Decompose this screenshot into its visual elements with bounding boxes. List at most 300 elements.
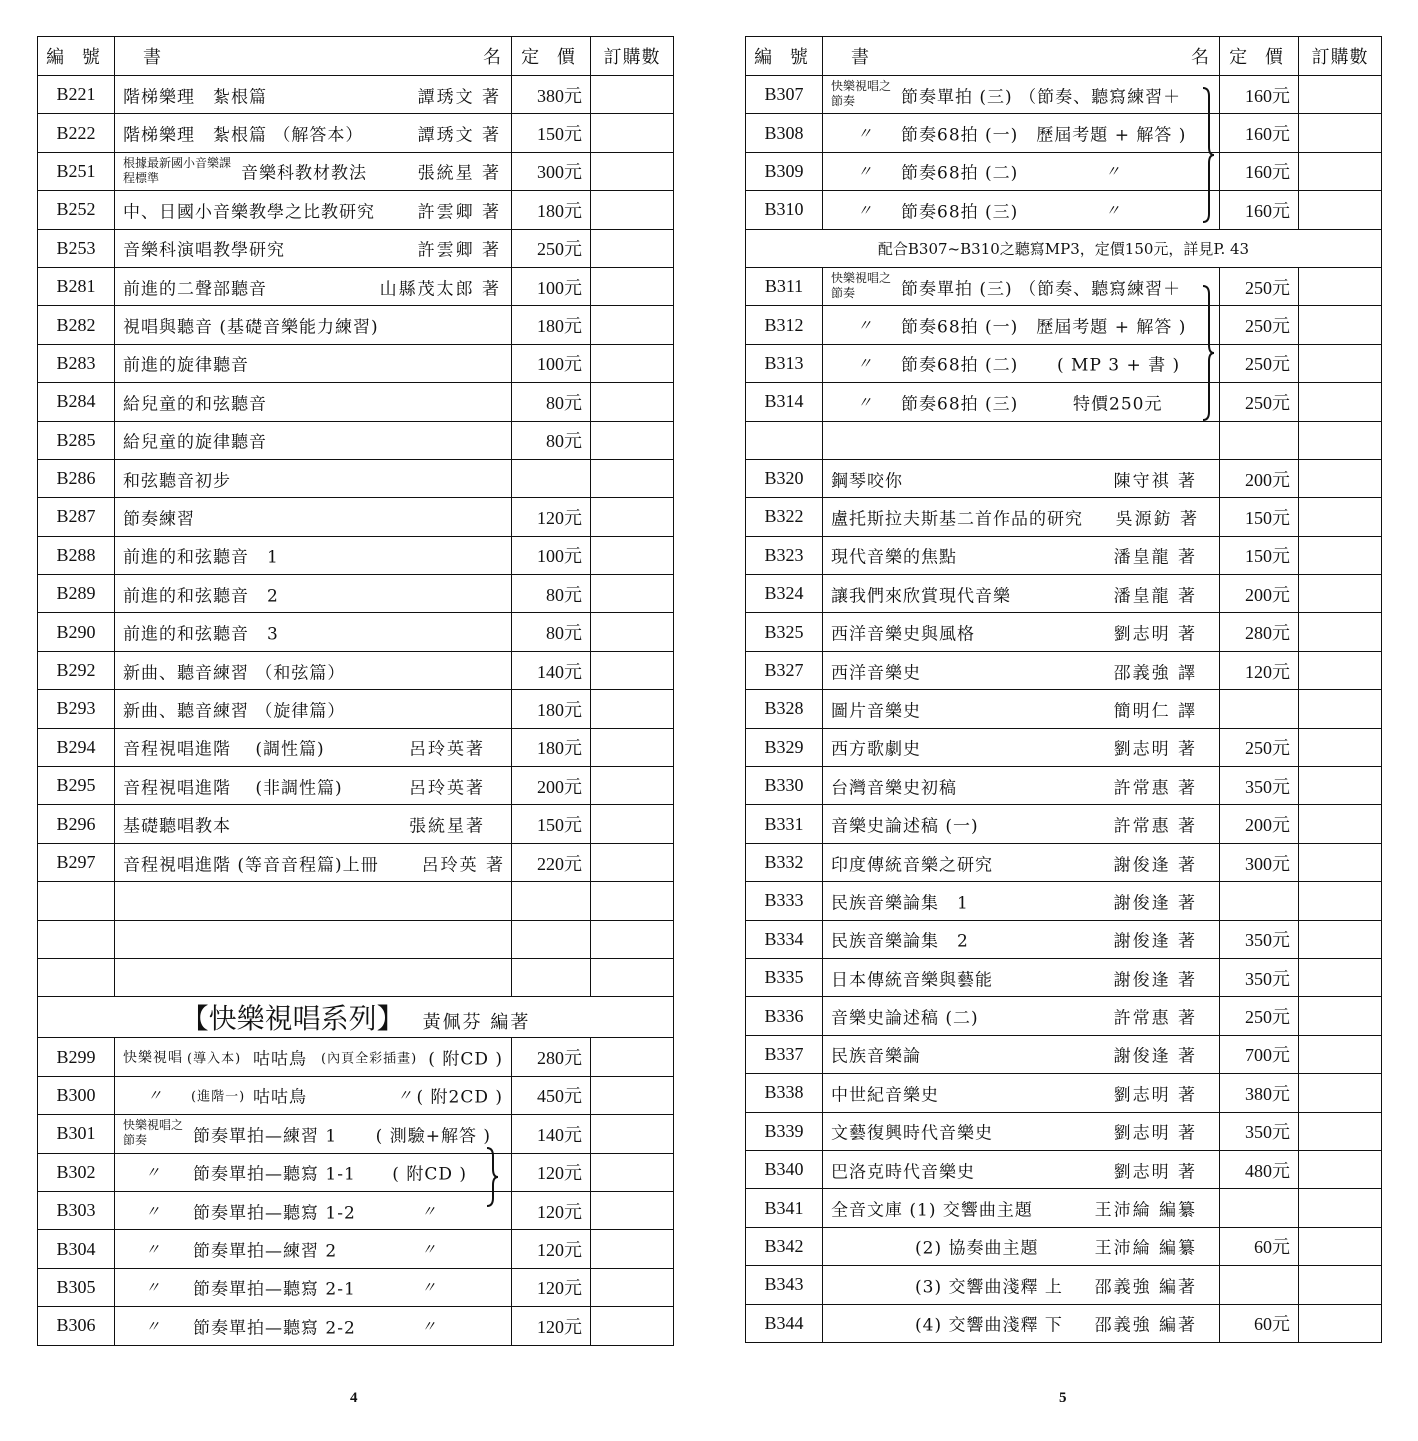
order-qty-cell[interactable] (1299, 1227, 1382, 1265)
book-title-cell (823, 1035, 1220, 1073)
order-qty-cell[interactable] (1299, 191, 1382, 229)
book-title: 台灣音樂史初稿 (831, 778, 957, 799)
table-row (746, 690, 1382, 728)
order-qty-cell[interactable] (1299, 1150, 1382, 1188)
book-code: B221 (38, 76, 115, 114)
book-title-cell (823, 191, 1220, 229)
order-qty-cell[interactable] (1299, 690, 1382, 728)
book-title: 節奏68拍 (一) 歷屆考題 + 解答 ) (901, 125, 1187, 146)
book-price (1220, 1189, 1299, 1227)
book-title: 民族音樂論集 2 (831, 931, 969, 952)
book-price: 200元 (1220, 459, 1299, 497)
book-extra: ( 測驗+解答 ) (375, 1126, 491, 1147)
table-row (38, 805, 674, 843)
book-author: 簡明仁 譯 (1113, 701, 1197, 722)
book-code: B312 (746, 306, 823, 344)
book-author: 呂玲英著 (409, 778, 485, 799)
book-code: B251 (38, 152, 115, 190)
table-row (746, 958, 1382, 996)
book-title: 階梯樂理 紮根篇 （解答本） (123, 125, 364, 146)
empty-cell (38, 920, 115, 958)
book-title-cell (115, 1038, 512, 1076)
right-catalog-table (745, 36, 1382, 1343)
empty-cell (512, 920, 591, 958)
book-price: 480元 (1220, 1150, 1299, 1188)
book-title: (3) 交響曲淺釋 上 (915, 1277, 1063, 1298)
book-title-cell (823, 997, 1220, 1035)
ditto-mark: 〃 (421, 1240, 437, 1259)
book-title: 全音文庫 (1) 交響曲主題 (831, 1200, 1033, 1221)
header-title: 書 名 (115, 37, 512, 76)
order-qty-cell[interactable] (591, 690, 674, 728)
book-title: 節奏單拍—練習 2 (193, 1241, 338, 1262)
book-title-cell (823, 690, 1220, 728)
table-header-row (746, 37, 1382, 76)
book-title-cell (115, 152, 512, 190)
table-row (746, 997, 1382, 1035)
order-qty-cell[interactable] (1299, 575, 1382, 613)
empty-cell (591, 920, 674, 958)
table-row (38, 1153, 674, 1191)
book-title-cell (115, 1268, 512, 1306)
book-price: 150元 (512, 805, 591, 843)
table-row (746, 152, 1382, 190)
series-author: 黃佩芬 編著 (422, 1012, 531, 1034)
book-title: 視唱與聽音 (基礎音樂能力練習) (123, 317, 379, 338)
order-qty-cell[interactable] (1299, 536, 1382, 574)
book-title-cell (823, 536, 1220, 574)
table-row (746, 191, 1382, 229)
table-row (38, 613, 674, 651)
book-code: B314 (746, 383, 823, 421)
ditto-mark: 〃 (397, 1086, 413, 1105)
book-author: 吳源鈁 著 (1115, 509, 1199, 530)
order-qty-cell[interactable] (591, 536, 674, 574)
book-price: 120元 (1220, 651, 1299, 689)
table-row (38, 1038, 674, 1076)
book-code: B311 (746, 267, 823, 305)
order-qty-cell[interactable] (591, 1268, 674, 1306)
order-qty-cell[interactable] (591, 421, 674, 459)
book-price: 160元 (1220, 114, 1299, 152)
book-author: 譚琇文 著 (417, 87, 501, 108)
book-price: 80元 (512, 421, 591, 459)
book-title-cell (115, 459, 512, 497)
empty-cell (115, 882, 512, 920)
note-row (746, 229, 1382, 267)
book-price: 380元 (512, 76, 591, 114)
book-title-cell (115, 191, 512, 229)
order-qty-cell[interactable] (1299, 843, 1382, 881)
empty-cell (38, 958, 115, 996)
order-qty-cell[interactable] (1299, 383, 1382, 421)
order-qty-cell[interactable] (1299, 805, 1382, 843)
book-price: 60元 (1220, 1304, 1299, 1342)
book-title: 節奏單拍—練習 1 (193, 1126, 338, 1147)
order-qty-cell[interactable] (1299, 958, 1382, 996)
book-price (512, 459, 591, 497)
table-row (38, 267, 674, 305)
book-code: B344 (746, 1304, 823, 1342)
order-qty-cell[interactable] (1299, 459, 1382, 497)
table-row (746, 536, 1382, 574)
book-price: 350元 (1220, 958, 1299, 996)
order-qty-cell[interactable] (591, 1153, 674, 1191)
book-title: 節奏單拍—聽寫 1-1 (193, 1164, 356, 1185)
book-price: 300元 (512, 152, 591, 190)
table-row (38, 575, 674, 613)
book-code: B285 (38, 421, 115, 459)
book-title: 節奏68拍 (一) 歷屆考題 + 解答 ) (901, 317, 1187, 338)
book-author: 潘皇龍 著 (1113, 586, 1197, 607)
order-qty-cell[interactable] (1299, 651, 1382, 689)
book-author: 謝俊逢 著 (1113, 855, 1197, 875)
book-price: 250元 (1220, 728, 1299, 766)
book-title: (2) 協奏曲主題 (915, 1238, 1039, 1259)
book-code: B308 (746, 114, 823, 152)
header-code: 編 號 (746, 37, 823, 76)
book-title-cell (115, 536, 512, 574)
book-code: B286 (38, 459, 115, 497)
book-author: 劉志明 著 (1113, 739, 1197, 760)
book-title: 節奏單拍—聽寫 2-2 (193, 1318, 356, 1339)
mp3-note: 配合B307~B310之聽寫MP3，定價150元，詳見P. 43 (746, 229, 1382, 267)
book-code: B222 (38, 114, 115, 152)
book-title: 中、日國小音樂教學之比教研究 (123, 202, 375, 223)
book-author: 劉志明 著 (1113, 1123, 1197, 1144)
book-price: 450元 (512, 1076, 591, 1114)
ditto-mark: 〃 (1105, 201, 1121, 220)
order-qty-cell[interactable] (1299, 920, 1382, 958)
book-code: B338 (746, 1074, 823, 1112)
book-title: 前進的二聲部聽音 (123, 279, 267, 300)
book-author: 張統星 著 (417, 163, 501, 184)
book-price: 100元 (512, 536, 591, 574)
right-catalog-page (745, 36, 1381, 1343)
order-qty-cell[interactable] (591, 1038, 674, 1076)
book-title: 西方歌劇史 (831, 739, 921, 760)
book-tag: 快樂視唱之節奏 (123, 1118, 184, 1148)
book-subtitle: (進階一) (191, 1089, 246, 1105)
table-row (746, 651, 1382, 689)
order-qty-cell[interactable] (591, 1307, 674, 1345)
book-title-cell (115, 575, 512, 613)
book-title-cell (823, 958, 1220, 996)
empty-cell (512, 958, 591, 996)
book-author: 邵義強 譯 (1113, 663, 1197, 684)
table-row (38, 1191, 674, 1229)
order-qty-cell[interactable] (1299, 1112, 1382, 1150)
book-code: B292 (38, 651, 115, 689)
ditto-mark: 〃 (857, 201, 873, 220)
table-row (38, 76, 674, 114)
book-code: B325 (746, 613, 823, 651)
book-price: 120元 (512, 1268, 591, 1306)
order-qty-cell[interactable] (591, 613, 674, 651)
book-title-cell (115, 498, 512, 536)
book-author: 陳守祺 著 (1113, 471, 1197, 492)
series-header-row (38, 997, 674, 1038)
book-price: 380元 (1220, 1074, 1299, 1112)
book-title: 音程視唱進階 (調性篇) (123, 739, 325, 760)
table-row (746, 1304, 1382, 1342)
order-qty-cell[interactable] (1299, 498, 1382, 536)
book-price: 160元 (1220, 152, 1299, 190)
book-title-cell (115, 383, 512, 421)
book-author: 許雲卿 著 (417, 202, 501, 223)
book-title-cell (823, 383, 1220, 421)
book-price: 160元 (1220, 191, 1299, 229)
order-qty-cell[interactable] (591, 344, 674, 382)
book-title: 音程視唱進階 (非調性篇) (123, 778, 343, 799)
table-row (38, 1115, 674, 1153)
book-price: 280元 (512, 1038, 591, 1076)
book-price: 120元 (512, 1191, 591, 1229)
table-row (746, 76, 1382, 114)
book-title-cell (115, 421, 512, 459)
table-row (746, 344, 1382, 382)
book-title: 前進的和弦聽音 2 (123, 586, 279, 607)
book-code: B283 (38, 344, 115, 382)
book-title-cell (823, 76, 1220, 114)
book-price: 350元 (1220, 1112, 1299, 1150)
book-author: 謝俊逢 著 (1113, 970, 1197, 991)
page-number-left: 4 (350, 1390, 358, 1406)
order-qty-cell[interactable] (1299, 1035, 1382, 1073)
order-qty-cell[interactable] (591, 728, 674, 766)
order-qty-cell[interactable] (1299, 882, 1382, 920)
book-title-cell (823, 1074, 1220, 1112)
order-qty-cell[interactable] (591, 229, 674, 267)
order-qty-cell[interactable] (591, 1076, 674, 1114)
order-qty-cell[interactable] (591, 575, 674, 613)
table-row (746, 114, 1382, 152)
book-title-cell (115, 1307, 512, 1345)
order-qty-cell[interactable] (591, 152, 674, 190)
book-code: B323 (746, 536, 823, 574)
book-author: 山縣茂太郎 著 (379, 279, 501, 300)
empty-row (38, 882, 674, 920)
order-qty-cell[interactable] (1299, 76, 1382, 114)
book-title: 節奏68拍 (三) (901, 202, 1019, 223)
book-price (1220, 690, 1299, 728)
ditto-mark: 〃 (145, 1240, 161, 1259)
order-qty-cell[interactable] (591, 76, 674, 114)
order-qty-cell[interactable] (1299, 997, 1382, 1035)
book-code: B324 (746, 575, 823, 613)
table-row (38, 459, 674, 497)
book-extra: ( 附CD ) (428, 1049, 503, 1070)
book-code: B329 (746, 728, 823, 766)
table-row (38, 1307, 674, 1345)
order-qty-cell[interactable] (1299, 1074, 1382, 1112)
order-qty-cell[interactable] (1299, 1304, 1382, 1342)
book-code: B341 (746, 1189, 823, 1227)
book-author: 劉志明 著 (1113, 1085, 1197, 1106)
order-qty-cell[interactable] (591, 114, 674, 152)
empty-cell (115, 958, 512, 996)
book-title: 新曲、聽音練習 （旋律篇） (123, 701, 346, 722)
book-title: 前進的旋律聽音 (123, 355, 249, 376)
book-title: 音樂史論述稿 (一) (831, 816, 979, 837)
book-title-cell (115, 344, 512, 382)
book-code: B342 (746, 1227, 823, 1265)
book-code: B331 (746, 805, 823, 843)
book-code: B300 (38, 1076, 115, 1114)
book-code: B252 (38, 191, 115, 229)
book-title: 民族音樂論 (831, 1046, 921, 1067)
book-author: 邵義強 編著 (1094, 1277, 1197, 1298)
order-qty-cell[interactable] (1299, 767, 1382, 805)
book-title-cell (115, 651, 512, 689)
book-code: B328 (746, 690, 823, 728)
book-title-cell (115, 843, 512, 881)
ditto-mark: 〃 (145, 1163, 161, 1182)
book-code: B303 (38, 1191, 115, 1229)
book-price (1220, 1266, 1299, 1304)
table-row (746, 498, 1382, 536)
order-qty-cell[interactable] (591, 1115, 674, 1153)
order-qty-cell[interactable] (591, 306, 674, 344)
book-author: 呂玲英著 (409, 739, 485, 760)
order-qty-cell[interactable] (591, 1191, 674, 1229)
book-title-cell (115, 613, 512, 651)
book-price: 100元 (512, 267, 591, 305)
order-qty-cell[interactable] (591, 805, 674, 843)
header-code: 編 號 (38, 37, 115, 76)
ditto-mark: 〃 (145, 1317, 161, 1336)
order-qty-cell[interactable] (1299, 1266, 1382, 1304)
book-title-cell (823, 1112, 1220, 1150)
book-tag: 快樂視唱之節奏 (831, 270, 892, 300)
table-row (746, 383, 1382, 421)
book-title-cell (115, 1076, 512, 1114)
order-qty-cell[interactable] (1299, 267, 1382, 305)
table-row (38, 651, 674, 689)
ditto-mark: 〃 (857, 124, 873, 143)
order-qty-cell[interactable] (591, 191, 674, 229)
book-price: 250元 (512, 229, 591, 267)
book-code: B287 (38, 498, 115, 536)
book-title-cell (115, 267, 512, 305)
book-title: 文藝復興時代音樂史 (831, 1123, 993, 1144)
book-author: 王沛綸 編纂 (1094, 1200, 1197, 1221)
book-price: 300元 (1220, 843, 1299, 881)
table-row (746, 575, 1382, 613)
book-title-cell (115, 1230, 512, 1268)
header-title: 書 名 (823, 37, 1220, 76)
order-qty-cell[interactable] (591, 459, 674, 497)
order-qty-cell[interactable] (1299, 613, 1382, 651)
table-row (746, 882, 1382, 920)
order-qty-cell[interactable] (591, 267, 674, 305)
table-row (746, 1112, 1382, 1150)
book-code: B307 (746, 76, 823, 114)
header-qty: 訂購數 (1299, 37, 1382, 76)
order-qty-cell[interactable] (591, 498, 674, 536)
book-code: B305 (38, 1268, 115, 1306)
book-price: 350元 (1220, 920, 1299, 958)
book-title: 給兒童的旋律聽音 (123, 432, 267, 453)
book-title-cell (115, 767, 512, 805)
book-title-cell (115, 306, 512, 344)
order-qty-cell[interactable] (1299, 728, 1382, 766)
order-qty-cell[interactable] (1299, 152, 1382, 190)
header-price: 定 價 (512, 37, 591, 76)
book-price: 120元 (512, 1230, 591, 1268)
table-row (746, 267, 1382, 305)
empty-row (38, 920, 674, 958)
order-qty-cell[interactable] (1299, 344, 1382, 382)
book-author: 王沛綸 編纂 (1094, 1238, 1197, 1259)
book-title: 盧托斯拉夫斯基二首作品的研究 (831, 509, 1083, 530)
ditto-mark: 〃 (147, 1086, 163, 1105)
curly-brace-icon (485, 1146, 499, 1208)
book-title-cell (823, 1304, 1220, 1342)
book-author: 劉志明 著 (1113, 1162, 1197, 1183)
book-title: 給兒童的和弦聽音 (123, 394, 267, 415)
ditto-mark: 〃 (145, 1202, 161, 1221)
book-title: 新曲、聽音練習 （和弦篇） (123, 663, 346, 684)
book-price: 80元 (512, 613, 591, 651)
order-qty-cell[interactable] (1299, 1189, 1382, 1227)
order-qty-cell[interactable] (591, 767, 674, 805)
order-qty-cell[interactable] (591, 843, 674, 881)
table-row (38, 1268, 674, 1306)
empty-cell (591, 958, 674, 996)
book-code: B290 (38, 613, 115, 651)
book-price: 200元 (512, 767, 591, 805)
order-qty-cell[interactable] (1299, 114, 1382, 152)
book-price: 150元 (1220, 498, 1299, 536)
order-qty-cell[interactable] (591, 651, 674, 689)
book-code: B282 (38, 306, 115, 344)
table-row (38, 152, 674, 190)
book-title-cell (823, 920, 1220, 958)
table-row (38, 690, 674, 728)
book-title: 日本傳統音樂與藝能 (831, 970, 993, 991)
book-title-cell (823, 152, 1220, 190)
book-title: 節奏68拍 (二) (901, 163, 1019, 184)
book-title-cell (115, 114, 512, 152)
table-row (38, 843, 674, 881)
curly-brace-icon (1201, 86, 1215, 224)
order-qty-cell[interactable] (591, 383, 674, 421)
empty-cell (591, 882, 674, 920)
book-title: 巴洛克時代音樂史 (831, 1162, 975, 1183)
book-title: 節奏單拍 (三) （節奏、聽寫練習＋ (901, 279, 1182, 300)
order-qty-cell[interactable] (591, 1230, 674, 1268)
book-title-cell (115, 1191, 512, 1229)
book-price: 250元 (1220, 344, 1299, 382)
book-code: B336 (746, 997, 823, 1035)
book-title-cell (823, 575, 1220, 613)
book-tag: 根據最新國小音樂課程標準 (123, 155, 232, 185)
book-author: 謝俊逢 著 (1113, 1046, 1197, 1067)
ditto-mark: 〃 (1105, 162, 1121, 181)
book-title-cell (823, 1150, 1220, 1188)
book-title: 印度傳統音樂之研究 (831, 855, 993, 875)
book-title: 節奏68拍 (二) (901, 355, 1019, 376)
book-code: B297 (38, 843, 115, 881)
book-author: 邵義強 編著 (1094, 1315, 1197, 1336)
book-price: 220元 (512, 843, 591, 881)
series-title-cell (38, 997, 674, 1038)
book-title: 節奏單拍—聽寫 2-1 (193, 1279, 356, 1300)
order-qty-cell[interactable] (1299, 306, 1382, 344)
table-row (746, 920, 1382, 958)
page-number-right: 5 (1059, 1390, 1067, 1406)
